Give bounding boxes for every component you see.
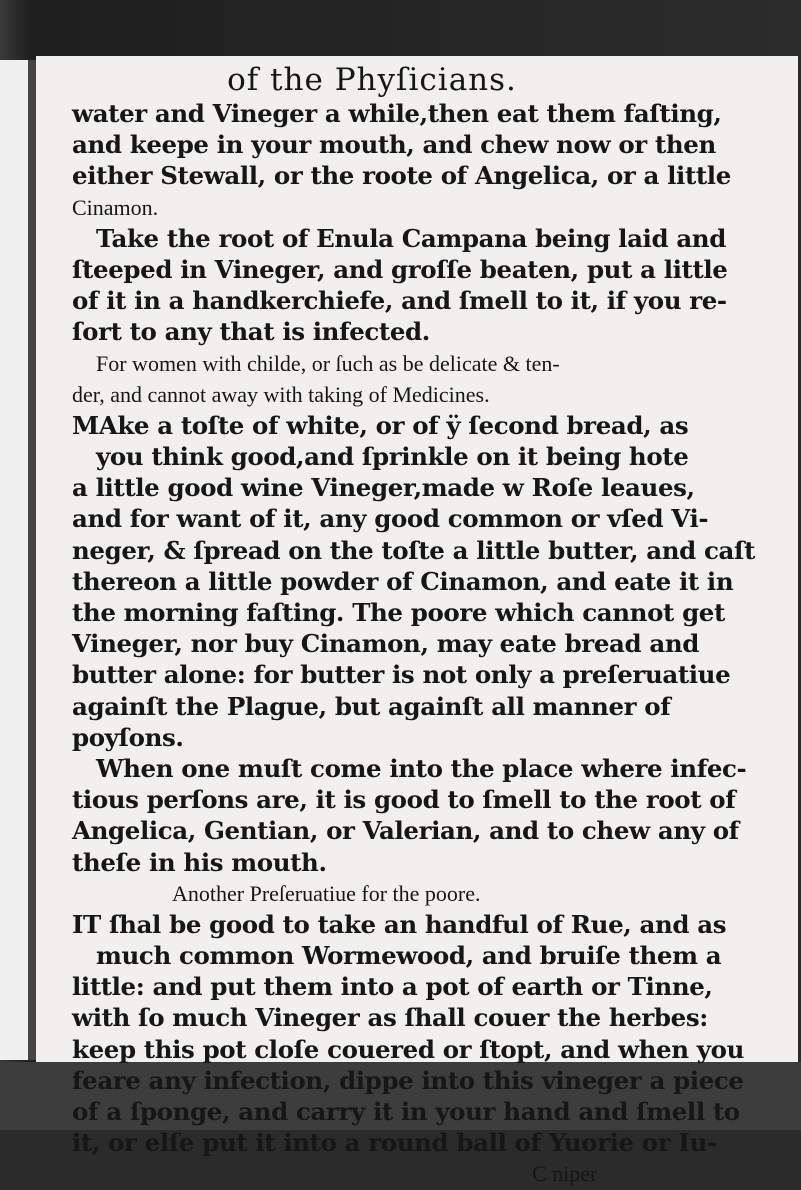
text-line: it, or elſe put it into a round ball of Yuorie or Iu- bbox=[72, 1128, 717, 1158]
text-line: againſt the Plague, but againſt all manner of bbox=[72, 691, 671, 721]
text-line: little: and put them into a pot of earth or Tinne, bbox=[72, 972, 713, 1002]
gutter-shadow bbox=[28, 60, 36, 1060]
text-line: theſe in his mouth. bbox=[72, 847, 327, 877]
text-line: much common Wormewood, and bruiſe them a bbox=[96, 941, 722, 971]
running-head: of the Phyſicians. bbox=[227, 62, 517, 98]
text-line: with ſo much Vineger as ſhall couer the herbes: bbox=[72, 1003, 708, 1033]
text-line: neger, & ſpread on the toſte a little butter, and caſt bbox=[72, 535, 756, 565]
section-heading: For women with childe, or ſuch as be delicate & ten- bbox=[96, 350, 560, 376]
text-line: a little good wine Vineger,made w Roſe leaues, bbox=[72, 473, 695, 503]
text-line: When one muſt come into the place where infec- bbox=[96, 753, 747, 783]
text-line: IT ſhal be good to take an handful of Rue, and as bbox=[72, 909, 727, 939]
text-line: of it in a handkerchiefe, and ſmell to it, if you re- bbox=[72, 286, 727, 316]
text-line: thereon a little powder of Cinamon, and eate it in bbox=[72, 566, 734, 596]
text-line: butter alone: for butter is not only a preſeruatiue bbox=[72, 660, 731, 690]
text-line: ſort to any that is infected. bbox=[72, 317, 430, 347]
text-line: water and Vineger a while,then eat them faſting, bbox=[72, 99, 722, 128]
section-heading: der, and cannot away with taking of Medicines. bbox=[72, 381, 490, 407]
text-line: and for want of it, any good common or vſed Vi- bbox=[72, 504, 709, 534]
text-line: and keepe in your mouth, and chew now or then bbox=[72, 130, 716, 160]
text-line: of a ſponge, and carry it in your hand and ſmell to bbox=[72, 1097, 740, 1126]
text-line: feare any infection, dippe into this vineger a piece bbox=[72, 1065, 744, 1095]
text-line: the morning faſting. The poore which cannot get bbox=[72, 598, 725, 627]
text-line: Angelica, Gentian, or Valerian, and to chew any of bbox=[72, 816, 739, 846]
catchword: C niper bbox=[532, 1161, 598, 1187]
text-line: poyſons. bbox=[72, 722, 184, 752]
text-line: either Stewall, or the roote of Angelica, or a little bbox=[72, 161, 731, 191]
text-line: Vineger, nor buy Cinamon, may eate bread and bbox=[72, 629, 699, 659]
text-line: Cinamon. bbox=[72, 194, 159, 220]
section-heading: Another Preſeruatiue for the poore. bbox=[172, 880, 481, 906]
text-line: keep this pot cloſe couered or ſtopt, and when you bbox=[72, 1034, 744, 1064]
text-line: ſteeped in Vineger, and groſſe beaten, put a little bbox=[72, 254, 728, 284]
text-line: you think good,and ſprinkle on it being hote bbox=[96, 442, 689, 472]
text-block bbox=[72, 62, 787, 1190]
text-line: tious perſons are, it is good to ſmell to the root of bbox=[72, 785, 736, 815]
text-line: Take the root of Enula Campana being laid and bbox=[96, 223, 726, 253]
text-line: MAke a toſte of white, or of ÿ ſecond bread, as bbox=[72, 410, 689, 440]
